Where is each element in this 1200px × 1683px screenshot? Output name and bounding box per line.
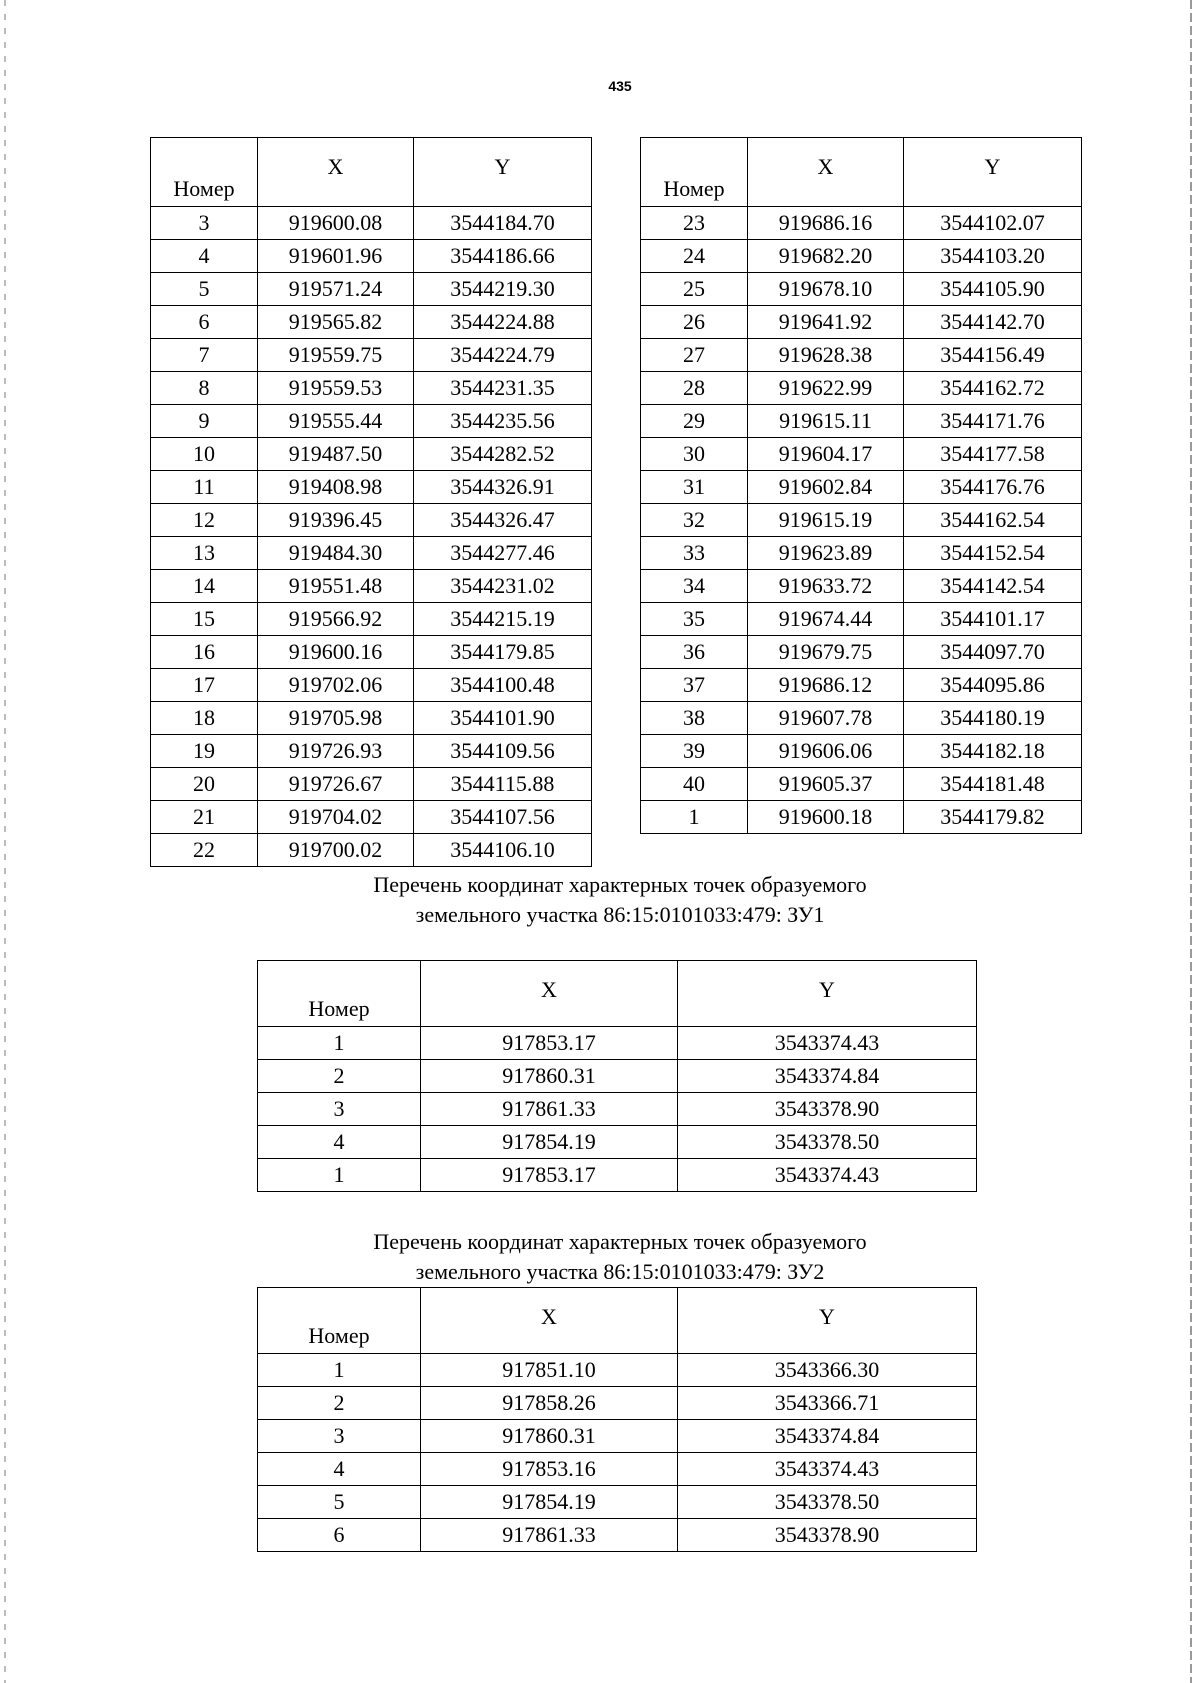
cell-y: 3544224.79 — [414, 339, 592, 372]
cell-y: 3544162.54 — [904, 504, 1082, 537]
cell-x: 919633.72 — [748, 570, 904, 603]
table-row — [641, 636, 1082, 669]
cell-number: 36 — [641, 636, 748, 669]
cell-y: 3544106.10 — [414, 834, 592, 867]
scan-edge-right — [1190, 0, 1192, 1683]
cell-x: 917860.31 — [421, 1060, 678, 1093]
coordinates-table-zu1 — [257, 960, 977, 1192]
table-row — [151, 834, 592, 867]
cell-y: 3544326.91 — [414, 471, 592, 504]
cell-x: 917861.33 — [421, 1093, 678, 1126]
cell-y: 3543378.90 — [678, 1519, 977, 1552]
cell-x: 917858.26 — [421, 1387, 678, 1420]
cell-y: 3543374.43 — [678, 1453, 977, 1486]
table-row — [258, 1519, 977, 1552]
cell-y: 3543374.43 — [678, 1027, 977, 1060]
cell-y: 3544097.70 — [904, 636, 1082, 669]
cell-number: 28 — [641, 372, 748, 405]
section-title-line: земельного участка 86:15:0101033:479: ЗУ1 — [415, 902, 825, 927]
cell-x: 919678.10 — [748, 273, 904, 306]
cell-x: 919686.12 — [748, 669, 904, 702]
table-row — [151, 735, 592, 768]
cell-y: 3543378.50 — [678, 1126, 977, 1159]
cell-y: 3544142.54 — [904, 570, 1082, 603]
cell-number: 6 — [151, 306, 258, 339]
cell-x: 919484.30 — [258, 537, 414, 570]
cell-number: 1 — [258, 1027, 421, 1060]
header-x: X — [421, 1288, 678, 1354]
table-row — [258, 1060, 977, 1093]
cell-x: 917853.16 — [421, 1453, 678, 1486]
cell-x: 917853.17 — [421, 1159, 678, 1192]
header-y: Y — [678, 961, 977, 1027]
cell-number: 14 — [151, 570, 258, 603]
cell-number: 4 — [258, 1126, 421, 1159]
cell-y: 3544182.18 — [904, 735, 1082, 768]
cell-y: 3544156.49 — [904, 339, 1082, 372]
cell-number: 23 — [641, 207, 748, 240]
cell-x: 919726.93 — [258, 735, 414, 768]
page-number: 435 — [608, 78, 632, 94]
cell-y: 3544102.07 — [904, 207, 1082, 240]
cell-y: 3544235.56 — [414, 405, 592, 438]
header-number: Номер — [258, 1288, 421, 1354]
cell-number: 25 — [641, 273, 748, 306]
cell-x: 919702.06 — [258, 669, 414, 702]
header-x: X — [258, 138, 414, 207]
cell-y: 3544181.48 — [904, 768, 1082, 801]
coordinates-table-left — [150, 137, 592, 867]
section-title-line: Перечень координат характерных точек образуемого — [373, 872, 867, 897]
cell-number: 2 — [258, 1060, 421, 1093]
table-row — [258, 1420, 977, 1453]
cell-x: 917851.10 — [421, 1354, 678, 1387]
cell-number: 22 — [151, 834, 258, 867]
cell-number: 30 — [641, 438, 748, 471]
cell-y: 3544162.72 — [904, 372, 1082, 405]
cell-x: 919686.16 — [748, 207, 904, 240]
cell-y: 3544176.76 — [904, 471, 1082, 504]
cell-x: 919565.82 — [258, 306, 414, 339]
cell-y: 3543378.90 — [678, 1093, 977, 1126]
cell-y: 3544179.85 — [414, 636, 592, 669]
cell-number: 21 — [151, 801, 258, 834]
table-row — [151, 603, 592, 636]
cell-number: 40 — [641, 768, 748, 801]
cell-y: 3544219.30 — [414, 273, 592, 306]
cell-number: 3 — [258, 1420, 421, 1453]
cell-x: 919551.48 — [258, 570, 414, 603]
cell-y: 3544101.90 — [414, 702, 592, 735]
table-row — [151, 438, 592, 471]
cell-x: 919396.45 — [258, 504, 414, 537]
cell-y: 3543366.30 — [678, 1354, 977, 1387]
cell-x: 917854.19 — [421, 1486, 678, 1519]
table-row — [151, 306, 592, 339]
cell-number: 29 — [641, 405, 748, 438]
cell-y: 3544215.19 — [414, 603, 592, 636]
cell-x: 919601.96 — [258, 240, 414, 273]
header-number: Номер — [258, 961, 421, 1027]
cell-y: 3544107.56 — [414, 801, 592, 834]
table-row — [641, 669, 1082, 702]
cell-x: 919700.02 — [258, 834, 414, 867]
cell-x: 919623.89 — [748, 537, 904, 570]
cell-y: 3544231.35 — [414, 372, 592, 405]
cell-number: 3 — [258, 1093, 421, 1126]
cell-y: 3544224.88 — [414, 306, 592, 339]
cell-x: 919628.38 — [748, 339, 904, 372]
cell-y: 3543374.84 — [678, 1060, 977, 1093]
cell-x: 917854.19 — [421, 1126, 678, 1159]
cell-y: 3544109.56 — [414, 735, 592, 768]
cell-x: 919604.17 — [748, 438, 904, 471]
cell-x: 919679.75 — [748, 636, 904, 669]
table-row — [641, 603, 1082, 636]
table-row — [258, 1126, 977, 1159]
cell-x: 919615.19 — [748, 504, 904, 537]
header-x: X — [421, 961, 678, 1027]
cell-y: 3544115.88 — [414, 768, 592, 801]
cell-x: 919682.20 — [748, 240, 904, 273]
table-row — [151, 207, 592, 240]
table-row — [641, 306, 1082, 339]
cell-x: 919566.92 — [258, 603, 414, 636]
table-row — [151, 339, 592, 372]
cell-number: 6 — [258, 1519, 421, 1552]
section-title-zu1 — [0, 870, 1200, 930]
cell-number: 39 — [641, 735, 748, 768]
cell-x: 919559.53 — [258, 372, 414, 405]
cell-x: 919605.37 — [748, 768, 904, 801]
cell-y: 3544101.17 — [904, 603, 1082, 636]
header-y: Y — [414, 138, 592, 207]
cell-number: 1 — [641, 801, 748, 834]
cell-number: 33 — [641, 537, 748, 570]
table-row — [641, 801, 1082, 834]
cell-y: 3544277.46 — [414, 537, 592, 570]
cell-y: 3543374.84 — [678, 1420, 977, 1453]
table-row — [258, 1159, 977, 1192]
cell-number: 10 — [151, 438, 258, 471]
cell-x: 919487.50 — [258, 438, 414, 471]
cell-number: 2 — [258, 1387, 421, 1420]
cell-y: 3544326.47 — [414, 504, 592, 537]
table-row — [151, 570, 592, 603]
cell-y: 3544177.58 — [904, 438, 1082, 471]
cell-x: 919607.78 — [748, 702, 904, 735]
table-row — [641, 570, 1082, 603]
table-row — [641, 735, 1082, 768]
table-row — [641, 405, 1082, 438]
table-row — [258, 1093, 977, 1126]
cell-number: 31 — [641, 471, 748, 504]
cell-x: 917860.31 — [421, 1420, 678, 1453]
table-row — [151, 636, 592, 669]
table-row — [258, 1027, 977, 1060]
cell-number: 18 — [151, 702, 258, 735]
table-row — [151, 702, 592, 735]
table-row — [641, 372, 1082, 405]
header-y: Y — [678, 1288, 977, 1354]
cell-x: 919606.06 — [748, 735, 904, 768]
cell-y: 3543378.50 — [678, 1486, 977, 1519]
cell-x: 919615.11 — [748, 405, 904, 438]
scan-edge-left — [4, 0, 6, 1683]
cell-x: 919705.98 — [258, 702, 414, 735]
table-row — [151, 372, 592, 405]
table-header — [151, 138, 592, 207]
table-header — [258, 961, 977, 1027]
cell-y: 3544282.52 — [414, 438, 592, 471]
cell-x: 919641.92 — [748, 306, 904, 339]
cell-y: 3544231.02 — [414, 570, 592, 603]
cell-x: 919555.44 — [258, 405, 414, 438]
cell-number: 5 — [151, 273, 258, 306]
section-title-line: земельного участка 86:15:0101033:479: ЗУ2 — [415, 1259, 825, 1284]
cell-y: 3544186.66 — [414, 240, 592, 273]
cell-number: 11 — [151, 471, 258, 504]
cell-y: 3544152.54 — [904, 537, 1082, 570]
cell-x: 919674.44 — [748, 603, 904, 636]
cell-x: 919600.08 — [258, 207, 414, 240]
cell-x: 919600.16 — [258, 636, 414, 669]
table-row — [641, 504, 1082, 537]
cell-x: 919622.99 — [748, 372, 904, 405]
table-row — [258, 1486, 977, 1519]
cell-x: 919559.75 — [258, 339, 414, 372]
table-row — [258, 1354, 977, 1387]
section-title-zu2 — [0, 1227, 1200, 1287]
cell-y: 3543374.43 — [678, 1159, 977, 1192]
coordinates-table-zu2 — [257, 1287, 977, 1552]
cell-number: 4 — [151, 240, 258, 273]
coordinates-table-right — [640, 137, 1082, 834]
cell-x: 917853.17 — [421, 1027, 678, 1060]
cell-number: 1 — [258, 1354, 421, 1387]
cell-y: 3544184.70 — [414, 207, 592, 240]
cell-number: 20 — [151, 768, 258, 801]
cell-number: 16 — [151, 636, 258, 669]
cell-number: 3 — [151, 207, 258, 240]
table-row — [258, 1387, 977, 1420]
cell-y: 3544179.82 — [904, 801, 1082, 834]
cell-number: 15 — [151, 603, 258, 636]
table-row — [258, 1453, 977, 1486]
cell-y: 3543366.71 — [678, 1387, 977, 1420]
cell-y: 3544180.19 — [904, 702, 1082, 735]
table-row — [641, 702, 1082, 735]
cell-x: 919704.02 — [258, 801, 414, 834]
cell-number: 24 — [641, 240, 748, 273]
table-row — [641, 339, 1082, 372]
table-row — [151, 768, 592, 801]
header-number: Номер — [641, 138, 748, 207]
cell-number: 34 — [641, 570, 748, 603]
table-row — [641, 438, 1082, 471]
table-row — [151, 273, 592, 306]
cell-number: 8 — [151, 372, 258, 405]
cell-number: 26 — [641, 306, 748, 339]
cell-y: 3544171.76 — [904, 405, 1082, 438]
cell-number: 1 — [258, 1159, 421, 1192]
cell-number: 4 — [258, 1453, 421, 1486]
table-row — [641, 273, 1082, 306]
table-row — [641, 768, 1082, 801]
cell-number: 9 — [151, 405, 258, 438]
table-row — [151, 240, 592, 273]
cell-number: 13 — [151, 537, 258, 570]
cell-number: 17 — [151, 669, 258, 702]
cell-number: 27 — [641, 339, 748, 372]
cell-y: 3544103.20 — [904, 240, 1082, 273]
table-row — [641, 471, 1082, 504]
table-row — [151, 405, 592, 438]
header-number: Номер — [151, 138, 258, 207]
header-y: Y — [904, 138, 1082, 207]
table-row — [641, 207, 1082, 240]
cell-number: 37 — [641, 669, 748, 702]
table-row — [151, 537, 592, 570]
cell-y: 3544095.86 — [904, 669, 1082, 702]
cell-x: 919408.98 — [258, 471, 414, 504]
table-row — [151, 669, 592, 702]
cell-y: 3544100.48 — [414, 669, 592, 702]
cell-x: 919600.18 — [748, 801, 904, 834]
cell-number: 5 — [258, 1486, 421, 1519]
header-x: X — [748, 138, 904, 207]
table-header — [641, 138, 1082, 207]
table-row — [641, 240, 1082, 273]
cell-number: 12 — [151, 504, 258, 537]
table-row — [151, 801, 592, 834]
cell-x: 919571.24 — [258, 273, 414, 306]
cell-number: 19 — [151, 735, 258, 768]
cell-number: 32 — [641, 504, 748, 537]
cell-number: 35 — [641, 603, 748, 636]
table-row — [151, 504, 592, 537]
cell-y: 3544105.90 — [904, 273, 1082, 306]
table-row — [641, 537, 1082, 570]
cell-x: 919602.84 — [748, 471, 904, 504]
table-row — [151, 471, 592, 504]
section-title-line: Перечень координат характерных точек образуемого — [373, 1229, 867, 1254]
cell-number: 38 — [641, 702, 748, 735]
cell-x: 917861.33 — [421, 1519, 678, 1552]
cell-x: 919726.67 — [258, 768, 414, 801]
cell-y: 3544142.70 — [904, 306, 1082, 339]
cell-number: 7 — [151, 339, 258, 372]
table-header — [258, 1288, 977, 1354]
